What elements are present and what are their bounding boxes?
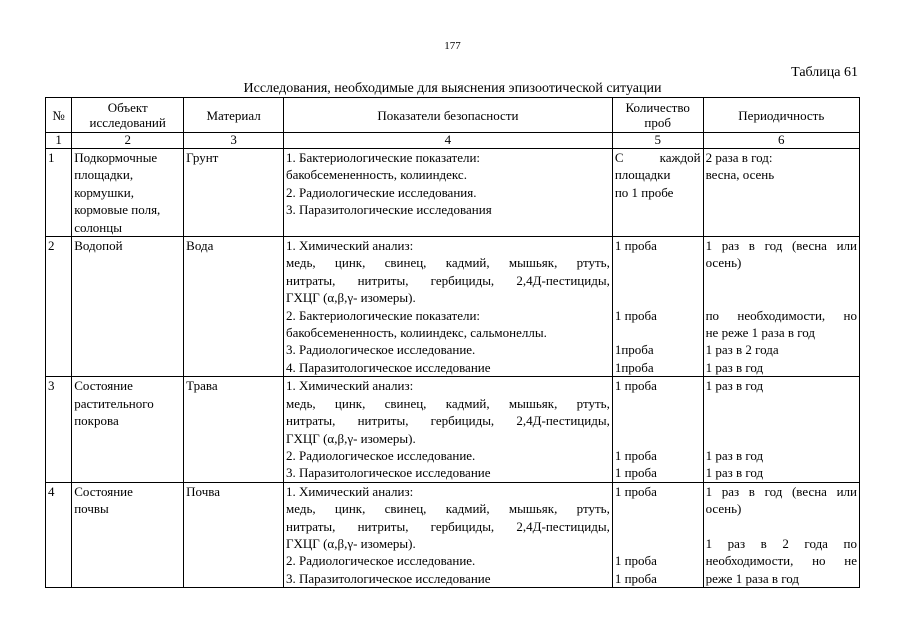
samples-cell-line: [615, 289, 701, 306]
investigations-table: [45, 97, 860, 588]
indicators-cell-line: ГХЦГ (α,β,γ- изомеры).: [286, 290, 416, 306]
samples-cell: [612, 237, 703, 377]
samples-cell-line: [615, 395, 701, 412]
samples-cell-line: площадки: [614, 167, 671, 183]
samples-cell-line: 1 проба: [614, 447, 657, 463]
column-number: 6: [703, 133, 859, 149]
object-cell: [72, 237, 184, 377]
periodicity-cell-line: по необходимости, но: [705, 307, 857, 323]
periodicity-cell-line: [706, 395, 857, 412]
indicators-cell: [284, 237, 613, 377]
indicators-cell-line: 3. Паразитологическое исследование: [286, 570, 491, 586]
object-cell-line: площадки,: [74, 167, 134, 183]
object-cell-line: Состояние: [74, 483, 133, 499]
periodicity-cell-line: [706, 272, 857, 289]
samples-cell-line: [615, 412, 701, 429]
periodicity-cell-line: 1 раз в год (весна или: [705, 483, 857, 499]
table-row: [46, 237, 860, 377]
indicators-cell: [284, 149, 613, 237]
periodicity-cell-line: [706, 518, 857, 535]
header-indicators: Показатели безопасности: [284, 98, 613, 133]
samples-cell: [612, 377, 703, 482]
object-cell-line: Состояние: [74, 378, 133, 394]
periodicity-cell-line: 1 раз в год: [705, 359, 764, 375]
object-cell-line: кормушки,: [74, 184, 134, 200]
indicators-cell-line: бакобсемененность, колииндекс.: [286, 167, 467, 183]
periodicity-cell-line: 2 раза в год:: [705, 150, 773, 165]
indicators-cell-line: медь, цинк, свинец, кадмий, мышьяк, ртуть,: [286, 501, 610, 517]
object-cell-line: кормовые поля,: [74, 202, 161, 218]
periodicity-cell-line: необходимости, но не: [705, 553, 857, 569]
periodicity-cell-line: осень): [705, 255, 742, 271]
indicators-cell: [284, 482, 613, 587]
periodicity-cell-line: 1 раз в 2 года по: [705, 535, 857, 551]
header-material: Материал: [184, 98, 284, 133]
header-row: [46, 98, 860, 133]
samples-cell-line: 1проба: [614, 359, 654, 375]
indicators-cell-line: 2. Радиологическое исследование.: [286, 447, 476, 463]
samples-cell-line: [615, 518, 701, 535]
column-number: 1: [46, 133, 72, 149]
object-cell-line: растительного: [74, 395, 154, 411]
header-object: Объект исследований: [72, 98, 184, 133]
header-samples: Количество проб: [612, 98, 703, 133]
samples-cell-line: 1 проба: [614, 483, 657, 499]
indicators-cell-line: 3. Паразитологическое исследование: [286, 465, 491, 481]
indicators-cell-line: бакобсемененность, колииндекс, сальмонеллы.: [286, 325, 547, 341]
periodicity-cell-line: [706, 429, 857, 446]
row-number: 2: [46, 237, 72, 377]
row-number: 1: [46, 149, 72, 237]
material-cell: Трава: [184, 377, 284, 482]
row-number: 4: [46, 482, 72, 587]
indicators-cell-line: 2. Радиологическое исследование.: [286, 553, 476, 569]
table-row: [46, 482, 860, 587]
column-number: 3: [184, 133, 284, 149]
samples-cell-line: [615, 535, 701, 552]
samples-cell: [612, 482, 703, 587]
row-number: 3: [46, 377, 72, 482]
material-cell: Грунт: [184, 149, 284, 237]
column-number: 5: [612, 133, 703, 149]
indicators-cell-line: 1. Бактериологические показатели:: [286, 150, 481, 165]
indicators-cell-line: 2. Бактериологические показатели:: [286, 307, 481, 323]
column-number-row: [46, 133, 860, 149]
indicators-cell-line: 1. Химический анализ:: [286, 238, 414, 254]
indicators-cell-line: нитраты, нитриты, гербициды, 2,4Д-пестициды,: [286, 272, 610, 288]
samples-cell-line: [615, 254, 701, 271]
periodicity-cell: [703, 149, 859, 237]
samples-cell-line: 1 проба: [614, 570, 657, 586]
material-cell: Вода: [184, 237, 284, 377]
material-cell: Почва: [184, 482, 284, 587]
indicators-cell-line: ГХЦГ (α,β,γ- изомеры).: [286, 430, 416, 446]
object-cell: [72, 377, 184, 482]
periodicity-cell: [703, 377, 859, 482]
indicators-cell-line: 4. Паразитологическое исследование: [286, 359, 491, 375]
periodicity-cell-line: 1 раз в 2 года: [705, 342, 779, 358]
table-row: [46, 377, 860, 482]
object-cell-line: Водопой: [74, 238, 123, 254]
object-cell-line: покрова: [74, 413, 119, 429]
indicators-cell: [284, 377, 613, 482]
samples-cell-line: [615, 324, 701, 341]
indicators-cell-line: нитраты, нитриты, гербициды, 2,4Д-пестициды,: [286, 518, 610, 534]
indicators-cell-line: 3. Радиологическое исследование.: [286, 342, 476, 358]
periodicity-cell-line: не реже 1 раза в год: [705, 325, 815, 341]
object-cell: [72, 149, 184, 237]
indicators-cell-line: нитраты, нитриты, гербициды, 2,4Д-пестициды,: [286, 413, 610, 429]
periodicity-cell-line: 1 раз в год: [705, 465, 764, 481]
page-number: 177: [444, 40, 461, 52]
table-caption: Исследования, необходимые для выяснения эпизоотической ситуации: [243, 81, 662, 96]
periodicity-cell-line: [706, 412, 857, 429]
table-row: [46, 149, 860, 237]
samples-cell-line: по 1 пробе: [614, 184, 674, 200]
samples-cell-line: [615, 429, 701, 446]
periodicity-cell-line: реже 1 раза в год: [705, 570, 800, 586]
table-label: Таблица 61: [791, 65, 858, 80]
periodicity-cell-line: 1 раз в год (весна или: [705, 238, 857, 254]
periodicity-cell-line: осень): [705, 501, 742, 517]
object-cell-line: Подкормочные: [74, 150, 158, 165]
samples-cell-line: 1 проба: [614, 307, 657, 323]
table-body: [46, 149, 860, 588]
indicators-cell-line: 1. Химический анализ:: [286, 483, 414, 499]
samples-cell-line: 1проба: [614, 342, 654, 358]
indicators-cell-line: 2. Радиологические исследования.: [286, 184, 477, 200]
indicators-cell-line: 3. Паразитологические исследования: [286, 202, 492, 218]
samples-cell: [612, 149, 703, 237]
object-cell-line: солонцы: [74, 219, 122, 235]
samples-cell-line: [615, 272, 701, 289]
header-periodicity: Периодичность: [703, 98, 859, 133]
samples-cell-line: [615, 500, 701, 517]
column-number: 4: [284, 133, 613, 149]
samples-cell-line: 1 проба: [614, 238, 657, 254]
periodicity-cell: [703, 482, 859, 587]
periodicity-cell-line: [706, 289, 857, 306]
periodicity-cell-line: 1 раз в год: [705, 378, 764, 394]
object-cell-line: почвы: [74, 501, 109, 517]
indicators-cell-line: медь, цинк, свинец, кадмий, мышьяк, ртуть,: [286, 255, 610, 271]
samples-cell-line: 1 проба: [614, 465, 657, 481]
indicators-cell-line: ГХЦГ (α,β,γ- изомеры).: [286, 535, 416, 551]
periodicity-cell: [703, 237, 859, 377]
indicators-cell-line: 1. Химический анализ:: [286, 378, 414, 394]
periodicity-cell-line: 1 раз в год: [705, 447, 764, 463]
object-cell: [72, 482, 184, 587]
indicators-cell-line: медь, цинк, свинец, кадмий, мышьяк, ртуть,: [286, 395, 610, 411]
samples-cell-line: 1 проба: [614, 378, 657, 394]
samples-cell-line: 1 проба: [614, 553, 657, 569]
header-number: №: [46, 98, 72, 133]
samples-cell-line: С каждой: [614, 150, 701, 165]
periodicity-cell-line: весна, осень: [705, 167, 775, 183]
column-number: 2: [72, 133, 184, 149]
